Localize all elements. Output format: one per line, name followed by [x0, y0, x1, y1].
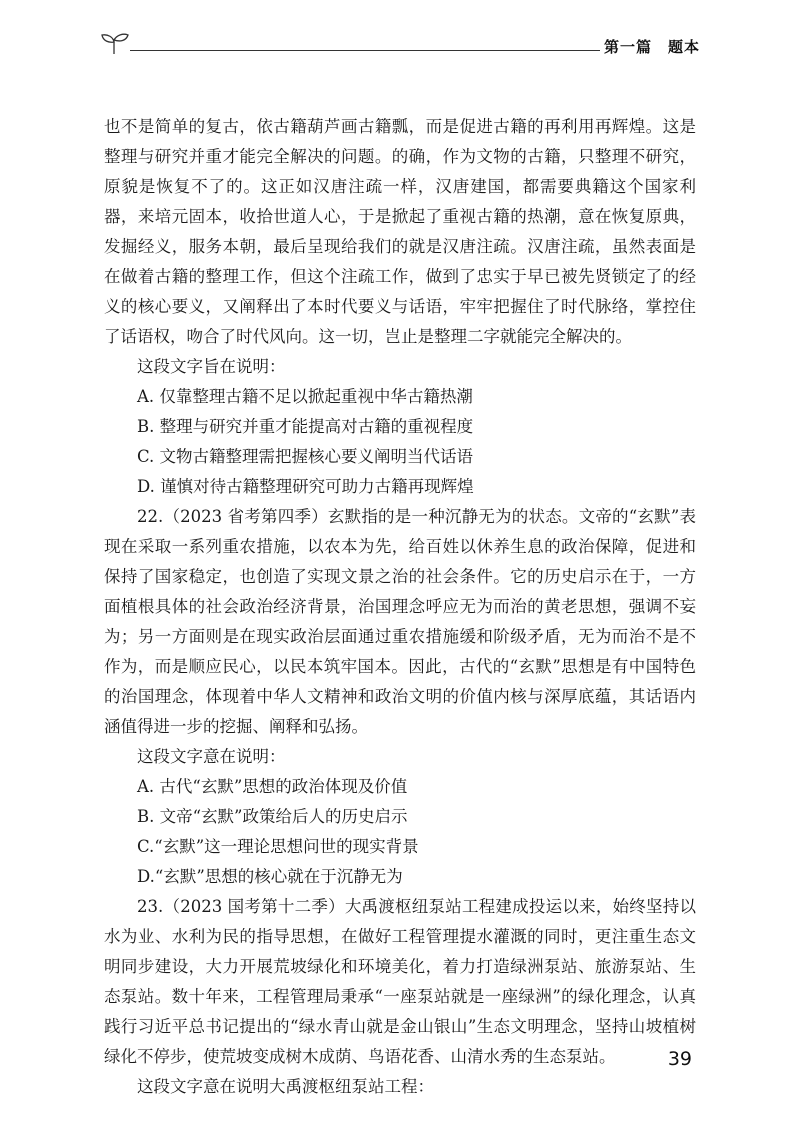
page-content	[104, 112, 696, 1102]
q22-option-d: D.“玄默”思想的核心就在于沉静无为	[137, 867, 403, 886]
q21-option-a: A. 仅靠整理古籍不足以掀起重视中华古籍热潮	[137, 387, 473, 406]
q21-option-d: D. 谨慎对待古籍整理研究可助力古籍再现辉煌	[137, 477, 474, 496]
q21-stem: 这段文字旨在说明：	[137, 357, 286, 376]
q21-option-b: B. 整理与研究并重才能提高对古籍的重视程度	[137, 417, 474, 436]
q21-option-c: C. 文物古籍整理需把握核心要义阐明当代话语	[137, 447, 474, 466]
section-title: 第一篇 题本	[603, 38, 700, 56]
q22-stem: 这段文字意在说明：	[137, 747, 286, 766]
q22-option-b: B. 文帝“玄默”政策给后人的历史启示	[137, 807, 408, 826]
q23-passage: 23.（2023 国考第十二季）大禹渡枢纽泵站工程建成投运以来，始终坚持以水为业、水利为民的指导思想，在做好工程管理提水灌溉的同时，更注重生态文明同步建设，大力开展荒坡绿化和环境美化，着力打造绿洲泵站、旅游泵站、生态泵站。数十年来，工程管理局秉承“一座泵站就是一座绿洲”的绿化理念，认真践行习近平总书记提出的“绿水青山就是金山银山”生态文明理念，坚持山坡植树绿化不停步，使荒坡变成树木成荫、鸟语花香、山清水秀的生态泵站。	[104, 897, 696, 1066]
passage-tail: 也不是简单的复古，依古籍葫芦画古籍瓢，而是促进古籍的再利用再辉煌。这是整理与研究并重才能完全解决的问题。的确，作为文物的古籍，只整理不研究，原貌是恢复不了的。这正如汉唐注疏一样，汉唐建国，都需要典籍这个国家利器，来培元固本，收拾世道人心，于是掀起了重视古籍的热潮，意在恢复原典，发掘经义，服务本朝，最后呈现给我们的就是汉唐注疏。汉唐注疏，虽然表面是在做着古籍的整理工作，但这个注疏工作，做到了忠实于早已被先贤锁定了的经义的核心要义，又阐释出了本时代要义与话语，牢牢把握住了时代脉络，掌控住了话语权，吻合了时代风向。这一切，岂止是整理二字就能完全解决的。	[104, 117, 696, 346]
sprout-icon	[100, 30, 130, 56]
q22-option-a: A. 古代“玄默”思想的政治体现及价值	[137, 777, 408, 796]
q22-passage: 22.（2023 省考第四季）玄默指的是一种沉静无为的状态。文帝的“玄默”表现在采取一系列重农措施，以农本为先，给百姓以休养生息的政治保障，促进和保持了国家稳定，也创造了实现文景之治的社会条件。它的历史启示在于，一方面植根具体的社会政治经济背景，治国理念呼应无为而治的黄老思想，强调不妄为；另一方面则是在现实政治层面通过重农措施缓和阶级矛盾，无为而治不是不作为，而是顺应民心，以民本筑牢国本。因此，古代的“玄默”思想是有中国特色的治国理念，体现着中华人文精神和政治文明的价值内核与深厚底蕴，其话语内涵值得进一步的挖掘、阐释和弘扬。	[104, 507, 696, 736]
page-header	[100, 30, 700, 60]
page-number: 39	[667, 1048, 692, 1070]
header-rule	[130, 50, 600, 51]
q22-option-c: C.“玄默”这一理论思想问世的现实背景	[137, 837, 419, 856]
q23-stem: 这段文字意在说明大禹渡枢纽泵站工程：	[137, 1077, 434, 1096]
